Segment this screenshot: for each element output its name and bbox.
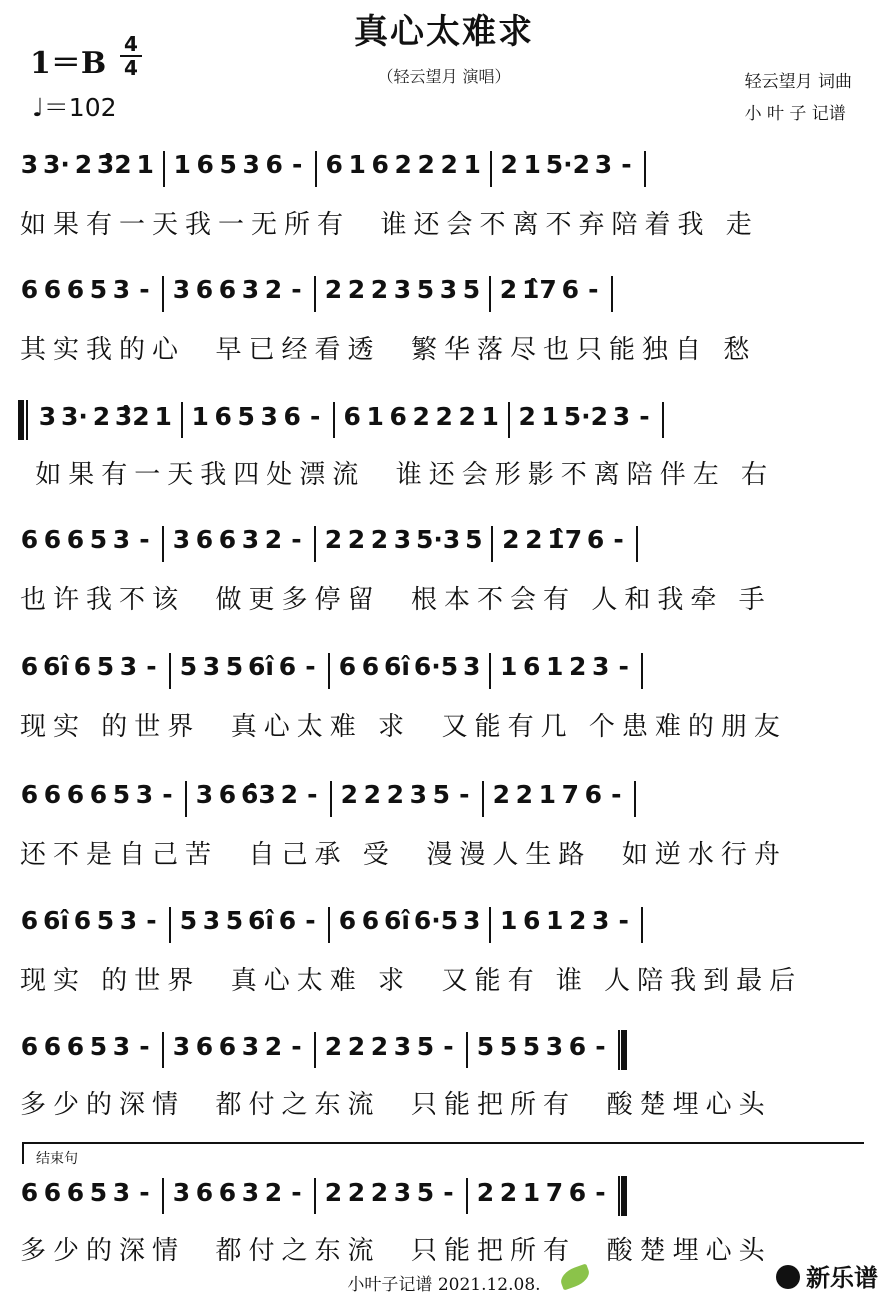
note: 3 xyxy=(260,401,278,431)
note: 2 xyxy=(412,401,430,431)
note: 1̂7 xyxy=(522,275,557,304)
note: 5 xyxy=(237,401,255,431)
note: 6 xyxy=(43,1031,62,1061)
note: 6 xyxy=(218,1177,237,1207)
note: 1 xyxy=(522,1177,541,1207)
note: 2 xyxy=(500,150,518,179)
note: 5 xyxy=(416,1031,435,1061)
notes-line xyxy=(18,780,642,820)
note: 2 xyxy=(499,275,518,304)
note: 2 xyxy=(280,780,298,809)
note: 2 xyxy=(518,401,536,431)
note: 6 xyxy=(584,780,602,809)
note: 5·2 xyxy=(545,150,590,179)
note: - xyxy=(162,780,173,809)
note: 6 xyxy=(66,275,85,304)
note: 3 xyxy=(172,525,191,554)
notes-line xyxy=(18,1030,627,1070)
note: 6 xyxy=(586,525,605,554)
note: 3 xyxy=(112,1177,131,1207)
note: 6 xyxy=(195,1177,214,1207)
note: 3 xyxy=(119,906,138,935)
time-signature xyxy=(120,34,142,78)
barline xyxy=(490,151,492,187)
note: 3 xyxy=(592,652,610,681)
note: 6 xyxy=(568,1031,587,1061)
note: 2 xyxy=(435,401,453,431)
note: 1 xyxy=(463,150,481,179)
note: 3 xyxy=(463,906,481,935)
note: 6 xyxy=(196,150,214,179)
note: - xyxy=(621,150,632,179)
note: 5 xyxy=(499,1031,518,1061)
singer-line: （轻云望月 演唱） xyxy=(377,67,511,86)
time-top: 4 xyxy=(124,32,138,56)
note: - xyxy=(459,780,470,809)
notes-line xyxy=(18,906,649,946)
barline xyxy=(489,653,491,689)
note: - xyxy=(595,1031,606,1061)
note: 5 xyxy=(89,1177,108,1207)
note: 2 xyxy=(417,150,435,179)
note: 6 xyxy=(43,780,62,809)
note: 1 xyxy=(173,150,191,179)
note: 6 xyxy=(218,525,237,554)
note: 6 xyxy=(218,275,237,304)
note: 6 xyxy=(20,1177,39,1207)
song-title: 真心太难求 xyxy=(354,12,534,52)
barline xyxy=(491,526,493,562)
note: - xyxy=(139,525,150,554)
note: - xyxy=(613,525,624,554)
note: 6 xyxy=(338,652,357,681)
note: 1 xyxy=(348,150,366,179)
ending-bracket xyxy=(22,1142,864,1167)
lyric-line: 还不是自己苦 自己承 受 漫漫人生路 如逆水行舟 xyxy=(20,840,787,870)
note: 6î xyxy=(43,906,69,935)
note: 6 xyxy=(66,1031,85,1061)
note: 5 xyxy=(179,652,198,681)
lyric-line: 如果有一天我一无所有 谁还会不离不弃陪着我 走 xyxy=(20,210,759,240)
note: - xyxy=(618,906,629,935)
lyric-line: 多少的深情 都付之东流 只能把所有 酸楚埋心头 xyxy=(20,1236,772,1266)
tempo-marking xyxy=(32,88,117,124)
note: 3 xyxy=(393,275,412,304)
note: 6 xyxy=(278,652,297,681)
note: 6·5 xyxy=(413,906,459,935)
note: 5·2 xyxy=(563,401,608,431)
note: 5 xyxy=(96,906,115,935)
barline xyxy=(644,151,646,187)
barline xyxy=(466,1032,468,1068)
barline xyxy=(328,653,330,689)
barline xyxy=(662,402,664,438)
barline xyxy=(314,1178,316,1214)
note: 5·3 xyxy=(416,525,461,554)
note: 2 xyxy=(347,1031,366,1061)
note: - xyxy=(588,275,599,304)
note: 1 xyxy=(523,150,541,179)
notes-line xyxy=(18,652,649,692)
note: - xyxy=(618,652,629,681)
note: 7 xyxy=(561,780,579,809)
barline xyxy=(169,907,171,943)
note: 2 xyxy=(347,275,366,304)
note: - xyxy=(443,1177,454,1207)
note: 6 xyxy=(73,652,92,681)
barline xyxy=(508,402,510,438)
lyric-line: 如果有一天我四处漂流 谁还会形影不离陪伴左 右 xyxy=(20,460,775,490)
note: 3 xyxy=(612,401,631,431)
quarter-note-icon: ♩ xyxy=(32,93,44,122)
note: 6î xyxy=(247,906,274,935)
note: 5 xyxy=(225,906,244,935)
note: 6 xyxy=(66,525,85,554)
note: 3 xyxy=(135,780,154,809)
lyric-line: 现实 的世界 真心太难 求 又能有 谁 人陪我到最后 xyxy=(20,966,803,996)
note: 5 xyxy=(89,1031,108,1061)
note: 2 xyxy=(324,1031,343,1061)
barline xyxy=(489,907,491,943)
note: 2 xyxy=(363,780,381,809)
note: 1 xyxy=(546,652,564,681)
note: 2 xyxy=(440,150,458,179)
note: 6î xyxy=(247,652,274,681)
barline xyxy=(162,526,164,562)
note: 6 xyxy=(218,1031,237,1061)
barline xyxy=(181,402,183,438)
note: 3 xyxy=(119,652,138,681)
note: 3 xyxy=(172,1177,191,1207)
note: 3 xyxy=(409,780,427,809)
note: 5 xyxy=(462,275,481,304)
note: 6 xyxy=(66,1177,85,1207)
note: 6 xyxy=(20,652,39,681)
note: 2 xyxy=(394,150,412,179)
note: 3 xyxy=(393,525,412,554)
note: 5 xyxy=(416,1177,435,1207)
note: 6 xyxy=(361,906,380,935)
note: 2 xyxy=(264,275,283,304)
lyric-line: 其实我的心 早已经看透 繁华落尽也只能独自 愁 xyxy=(20,335,757,365)
barline xyxy=(611,276,613,312)
barline xyxy=(162,1178,164,1214)
note: 1̂7 xyxy=(547,525,583,554)
note: 3 xyxy=(241,275,260,304)
barline xyxy=(328,907,330,943)
note: 2 xyxy=(324,525,343,554)
barline xyxy=(185,781,187,817)
note: 6 xyxy=(389,401,407,431)
note: 6 xyxy=(43,1177,62,1207)
note: 2 xyxy=(264,1031,283,1061)
note: 2 xyxy=(370,275,389,304)
barline xyxy=(482,781,484,817)
note: 6î xyxy=(383,906,410,935)
note: 2 xyxy=(458,401,476,431)
note: - xyxy=(305,652,316,681)
record-icon xyxy=(776,1265,800,1289)
note: 6 xyxy=(43,525,62,554)
barline xyxy=(315,151,317,187)
note: - xyxy=(139,1177,150,1207)
note: 3 xyxy=(202,906,221,935)
note: 6·5 xyxy=(413,652,459,681)
note: 2 xyxy=(370,1031,389,1061)
note: 6î xyxy=(43,652,69,681)
note: 6 xyxy=(43,275,62,304)
note: 6 xyxy=(66,780,85,809)
note: 2 xyxy=(347,525,366,554)
note: 6 xyxy=(195,275,214,304)
note: 3 xyxy=(545,1031,564,1061)
note: - xyxy=(639,401,650,431)
barline xyxy=(641,653,643,689)
brand-name: 新乐谱 xyxy=(806,1264,878,1292)
note: 3 xyxy=(38,401,57,431)
repeat-start-barline xyxy=(18,400,28,440)
note: - xyxy=(146,906,157,935)
brand-logo xyxy=(776,1258,878,1293)
note: 5 xyxy=(179,906,198,935)
note: 1 xyxy=(481,401,499,431)
barline xyxy=(162,276,164,312)
note: 2 xyxy=(92,401,111,431)
note: 3 xyxy=(112,275,131,304)
time-bottom: 4 xyxy=(124,56,138,80)
notes-line xyxy=(18,275,619,315)
note: 6 xyxy=(20,525,39,554)
note: 2 xyxy=(569,652,587,681)
note: 1 xyxy=(366,401,384,431)
note: 6 xyxy=(218,780,237,809)
note: 2 xyxy=(324,275,343,304)
note: 2 xyxy=(476,1177,495,1207)
barline xyxy=(330,781,332,817)
note: 5 xyxy=(465,525,483,554)
barline xyxy=(162,1032,164,1068)
note: 3 xyxy=(463,652,481,681)
barline xyxy=(169,653,171,689)
note: 6 xyxy=(73,906,92,935)
note: 3 xyxy=(112,525,131,554)
note: 3 xyxy=(20,150,39,179)
note: 3 xyxy=(592,906,610,935)
barline xyxy=(466,1178,468,1214)
footer-note: 小叶子记谱 2021.12.08. xyxy=(347,1275,541,1295)
note: 2 xyxy=(347,1177,366,1207)
note: 6 xyxy=(20,780,39,809)
credit-lyrics: 轻云望月 词曲 xyxy=(744,72,852,92)
note: - xyxy=(139,275,150,304)
note: - xyxy=(307,780,318,809)
note: 6 xyxy=(523,906,541,935)
ending-label: 结束句 xyxy=(36,1151,78,1167)
note: 2 xyxy=(502,525,520,554)
note: - xyxy=(291,1177,302,1207)
notes-line xyxy=(18,1176,627,1216)
notes-line xyxy=(18,525,644,565)
note: 5 xyxy=(522,1031,541,1061)
note: 3 xyxy=(393,1031,412,1061)
note: 3 xyxy=(202,652,221,681)
note: 5 xyxy=(112,780,131,809)
note: 3 xyxy=(195,780,214,809)
note: 2 xyxy=(340,780,358,809)
note: 6 xyxy=(371,150,389,179)
tempo-value: ＝102 xyxy=(43,93,117,122)
note: 6 xyxy=(561,275,579,304)
credits xyxy=(745,66,852,130)
note: 3· xyxy=(61,401,88,431)
note: 2 xyxy=(370,1177,389,1207)
note: 3 xyxy=(594,150,613,179)
barline xyxy=(489,276,491,312)
note: - xyxy=(305,906,316,935)
note: 1 xyxy=(500,906,518,935)
note: 2 xyxy=(370,525,389,554)
note: - xyxy=(443,1031,454,1061)
final-barline xyxy=(618,1030,627,1070)
barline xyxy=(314,1032,316,1068)
barline xyxy=(314,276,316,312)
note: 6 xyxy=(214,401,232,431)
note: - xyxy=(291,1031,302,1061)
note: 2 xyxy=(499,1177,518,1207)
note: - xyxy=(146,652,157,681)
note: 2 xyxy=(515,780,533,809)
note: 5 xyxy=(476,1031,495,1061)
note: 6 xyxy=(20,906,39,935)
final-barline xyxy=(618,1176,627,1216)
note: 6 xyxy=(20,1031,39,1061)
note: 2 xyxy=(386,780,404,809)
barline xyxy=(314,526,316,562)
note: 5 xyxy=(89,275,108,304)
lyric-line: 现实 的世界 真心太难 求 又能有几 个患难的朋友 xyxy=(20,712,787,742)
note: 6 xyxy=(89,780,108,809)
note: 6 xyxy=(343,401,361,431)
note: 6̂3 xyxy=(241,780,276,809)
note: - xyxy=(292,150,303,179)
barline xyxy=(641,907,643,943)
note: - xyxy=(595,1177,606,1207)
note: 6 xyxy=(325,150,343,179)
note: 3 xyxy=(439,275,458,304)
notes-line xyxy=(18,400,670,440)
note: - xyxy=(291,525,302,554)
note: 3 xyxy=(241,1177,260,1207)
note: 2 xyxy=(264,525,283,554)
lyric-line: 多少的深情 都付之东流 只能把所有 酸楚埋心头 xyxy=(20,1090,772,1120)
note: 1 xyxy=(136,150,154,179)
note: 6 xyxy=(195,525,214,554)
note: 3 xyxy=(241,525,260,554)
note: - xyxy=(139,1031,150,1061)
barline xyxy=(634,781,636,817)
note: 6 xyxy=(195,1031,214,1061)
note: 2 xyxy=(324,1177,343,1207)
note: 3 xyxy=(393,1177,412,1207)
note: 1 xyxy=(191,401,209,431)
note: 7 xyxy=(545,1177,564,1207)
note: 3 xyxy=(172,1031,191,1061)
note: 2 xyxy=(264,1177,283,1207)
note: 6 xyxy=(523,652,541,681)
note: 3̂2 xyxy=(114,401,150,431)
notes-line xyxy=(18,150,652,190)
note: 3 xyxy=(112,1031,131,1061)
note: 2 xyxy=(74,150,93,179)
note: 1 xyxy=(154,401,172,431)
note: 5 xyxy=(219,150,237,179)
note: 1 xyxy=(546,906,564,935)
note: 3 xyxy=(242,150,260,179)
note: 5 xyxy=(96,652,115,681)
note: 6 xyxy=(283,401,301,431)
note: 5 xyxy=(432,780,450,809)
note: - xyxy=(310,401,321,431)
note: 6 xyxy=(20,275,39,304)
note: 2 xyxy=(569,906,587,935)
credit-transcriber: 小 叶 子 记谱 xyxy=(744,104,846,124)
note: 5 xyxy=(89,525,108,554)
note: 3 xyxy=(172,275,191,304)
note: 1 xyxy=(500,652,518,681)
note: 6 xyxy=(568,1177,587,1207)
note: 5 xyxy=(416,275,435,304)
note: 6 xyxy=(265,150,283,179)
note: 1 xyxy=(541,401,559,431)
note: - xyxy=(611,780,622,809)
barline xyxy=(333,402,335,438)
note: 1 xyxy=(538,780,556,809)
note: 2 xyxy=(492,780,510,809)
barline xyxy=(636,526,638,562)
lyric-line: 也许我不该 做更多停留 根本不会有 人和我牵 手 xyxy=(20,585,772,615)
note: 6 xyxy=(338,906,357,935)
barline xyxy=(163,151,165,187)
note: 3̂2 xyxy=(96,150,132,179)
note: 5 xyxy=(225,652,244,681)
note: 3· xyxy=(43,150,70,179)
note: - xyxy=(291,275,302,304)
key-signature: 1＝B xyxy=(30,46,107,81)
note: 6î xyxy=(383,652,410,681)
note: 6 xyxy=(361,652,380,681)
note: 6 xyxy=(278,906,297,935)
note: 3 xyxy=(241,1031,260,1061)
note: 2 xyxy=(525,525,543,554)
